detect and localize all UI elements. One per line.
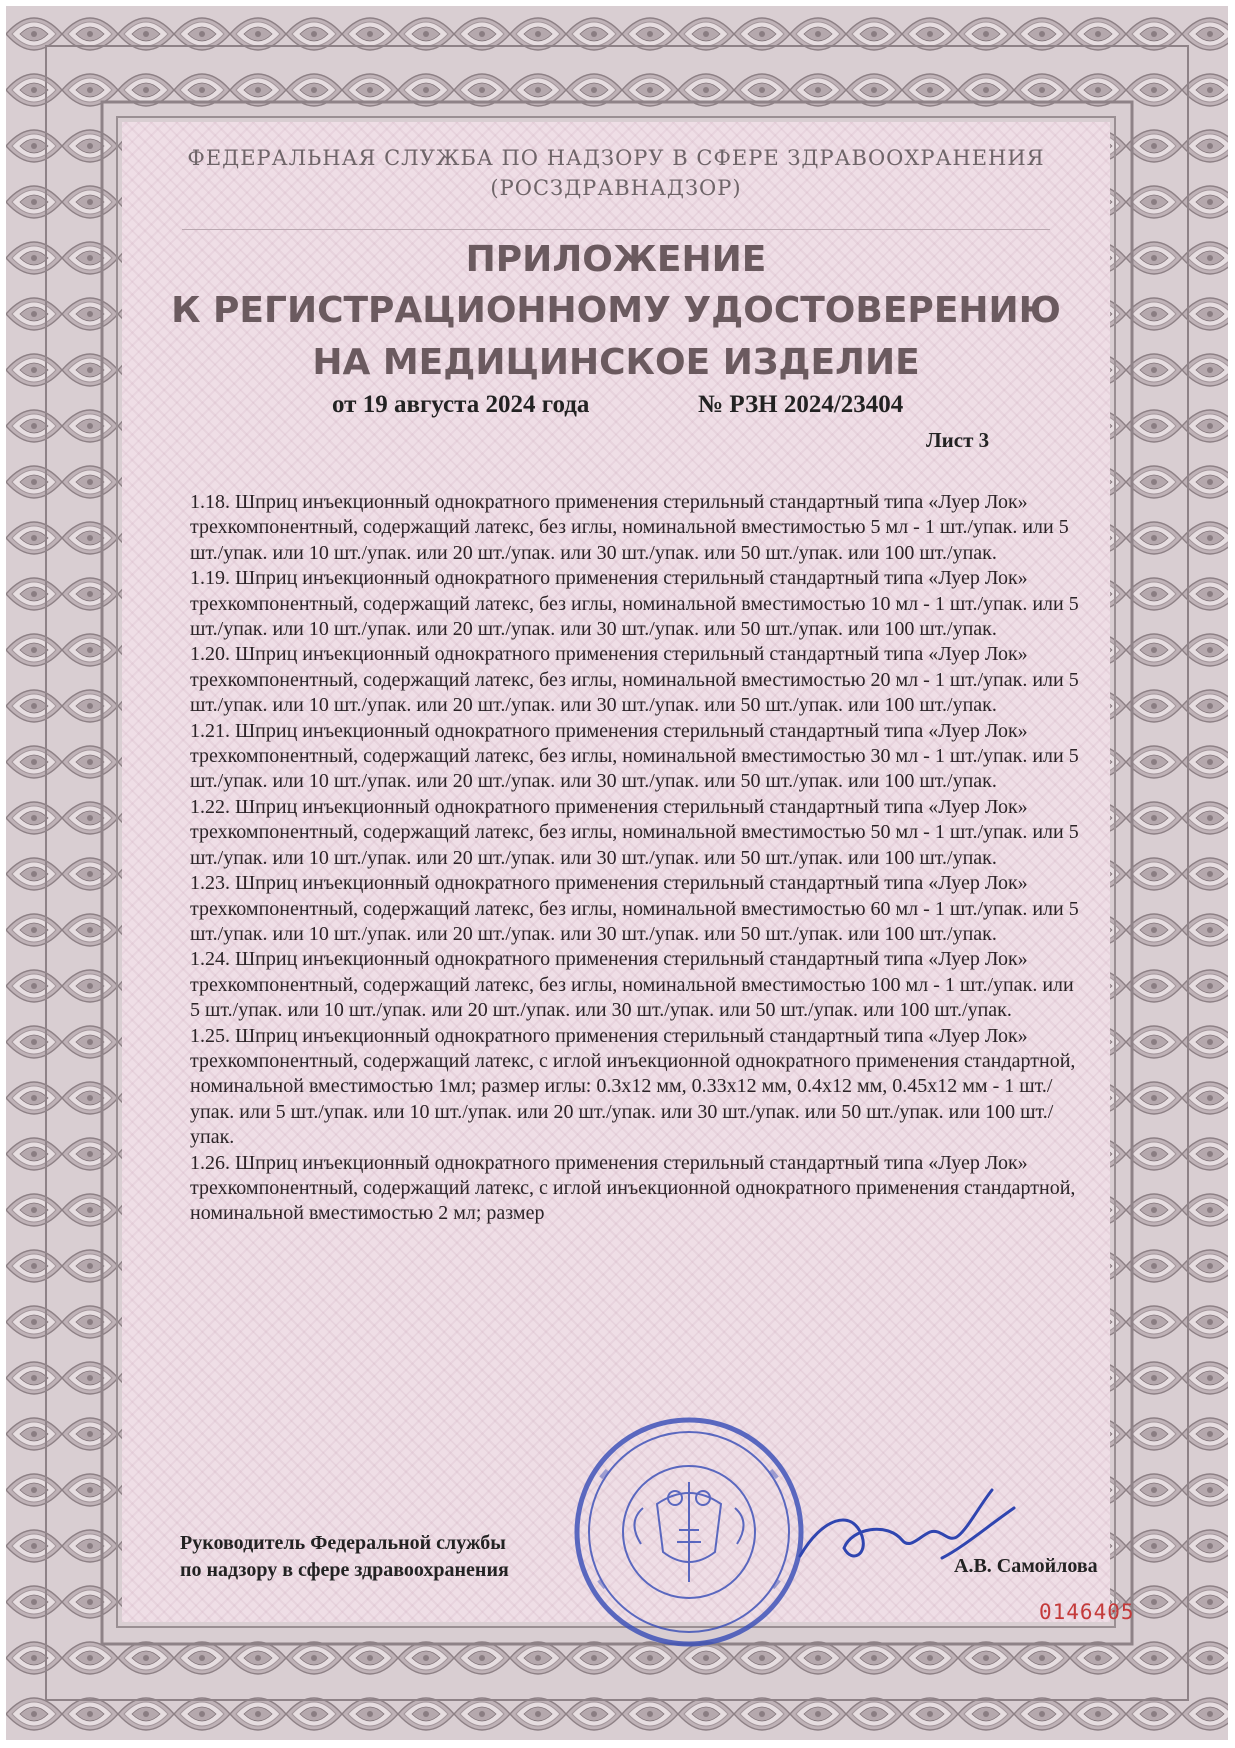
signer-title [180, 1530, 509, 1584]
signer-title-line-1: Руководитель Федеральной службы [180, 1532, 506, 1554]
official-seal [569, 1412, 809, 1652]
list-item: 1.25. Шприц инъекционный однократного применения стерильный стандартный типа «Луер Лок» трехкомпонентный, содержащий латекс, с иглой инъекционной однократного применения стандартной, номинальной вместимостью 1мл; размер иглы: 0.3x12 мм, 0.33x12 мм, 0.4x12 мм, 0.45x12 мм - 1 шт./упак. или 5 шт./упак. или 10 шт./упак. или 20 шт./упак. или 30 шт./упак. или 50 шт./упак. или 100 шт./упак. [190, 1024, 1076, 1149]
signer-name: А.В. Самойлова [954, 1555, 1098, 1577]
document-body [122, 122, 1135, 1624]
registration-number: № РЗН 2024/23404 [698, 391, 904, 418]
list-item: 1.21. Шприц инъекционный однократного применения стерильный стандартный типа «Луер Лок» трехкомпонентный, содержащий латекс, без иглы, номинальной вместимостью 30 мл - 1 шт./упак. или 5 шт./упак. или 10 шт./упак. или 20 шт./упак. или 30 шт./упак. или 50 шт./упак. или 100 шт./упак. [190, 719, 1079, 793]
issue-date: от 19 августа 2024 года [332, 391, 590, 418]
serial-number: 0146405 [1039, 1600, 1135, 1624]
document-sheet [6, 6, 1228, 1740]
title-line-3: НА МЕДИЦИНСКОЕ ИЗДЕЛИЕ [312, 342, 920, 383]
list-item: 1.18. Шприц инъекционный однократного применения стерильный стандартный типа «Луер Лок» трехкомпонентный, содержащий латекс, без иглы, номинальной вместимостью 5 мл - 1 шт./упак. или 5 шт./упак. или 10 шт./упак. или 20 шт./упак. или 30 шт./упак. или 50 шт./упак. или 100 шт./упак. [190, 491, 1069, 564]
list-item: 1.23. Шприц инъекционный однократного применения стерильный стандартный типа «Луер Лок» трехкомпонентный, содержащий латекс, без иглы, номинальной вместимостью 60 мл - 1 шт./упак. или 5 шт./упак. или 10 шт./упак. или 20 шт./упак. или 30 шт./упак. или 50 шт./упак. или 100 шт./упак. [190, 872, 1079, 945]
header-divider [182, 229, 1050, 230]
list-item: 1.19. Шприц инъекционный однократного применения стерильный стандартный типа «Луер Лок» трехкомпонентный, содержащий латекс, без иглы, номинальной вместимостью 10 мл - 1 шт./упак. или 5 шт./упак. или 10 шт./упак. или 20 шт./упак. или 30 шт./упак. или 50 шт./упак. или 100 шт./упак. [190, 567, 1079, 641]
agency-abbreviation: (РОСЗДРАВНАДЗОР) [490, 176, 742, 200]
item-list [190, 490, 1085, 1227]
list-item: 1.24. Шприц инъекционный однократного применения стерильный стандартный типа «Луер Лок» трехкомпонентный, содержащий латекс, без иглы, номинальной вместимостью 100 мл - 1 шт./упак. или 5 шт./упак. или 10 шт./упак. или 20 шт./упак. или 30 шт./упак. или 50 шт./упак. или 100 шт./упак. [190, 948, 1074, 1022]
signer-title-line-2: по надзору в сфере здравоохранения [180, 1559, 509, 1581]
title-line-1: ПРИЛОЖЕНИЕ [465, 239, 767, 280]
list-item: 1.26. Шприц инъекционный однократного применения стерильный стандартный типа «Луер Лок» трехкомпонентный, содержащий латекс, с иглой инъекционной однократного применения стандартной, номинальной вместимостью 2 мл; размер [190, 1151, 1076, 1225]
title-line-2: К РЕГИСТРАЦИОННОМУ УДОСТОВЕРЕНИЮ [171, 290, 1061, 331]
sheet-number: Лист 3 [926, 428, 990, 452]
agency-name: ФЕДЕРАЛЬНАЯ СЛУЖБА ПО НАДЗОРУ В СФЕРЕ ЗДРАВООХРАНЕНИЯ [187, 146, 1045, 170]
list-item: 1.22. Шприц инъекционный однократного применения стерильный стандартный типа «Луер Лок» трехкомпонентный, содержащий латекс, без иглы, номинальной вместимостью 50 мл - 1 шт./упак. или 5 шт./упак. или 10 шт./упак. или 20 шт./упак. или 30 шт./упак. или 50 шт./упак. или 100 шт./упак. [190, 795, 1079, 869]
list-item: 1.20. Шприц инъекционный однократного применения стерильный стандартный типа «Луер Лок» трехкомпонентный, содержащий латекс, без иглы, номинальной вместимостью 20 мл - 1 шт./упак. или 5 шт./упак. или 10 шт./упак. или 20 шт./упак. или 30 шт./упак. или 50 шт./упак. или 100 шт./упак. [190, 643, 1079, 717]
